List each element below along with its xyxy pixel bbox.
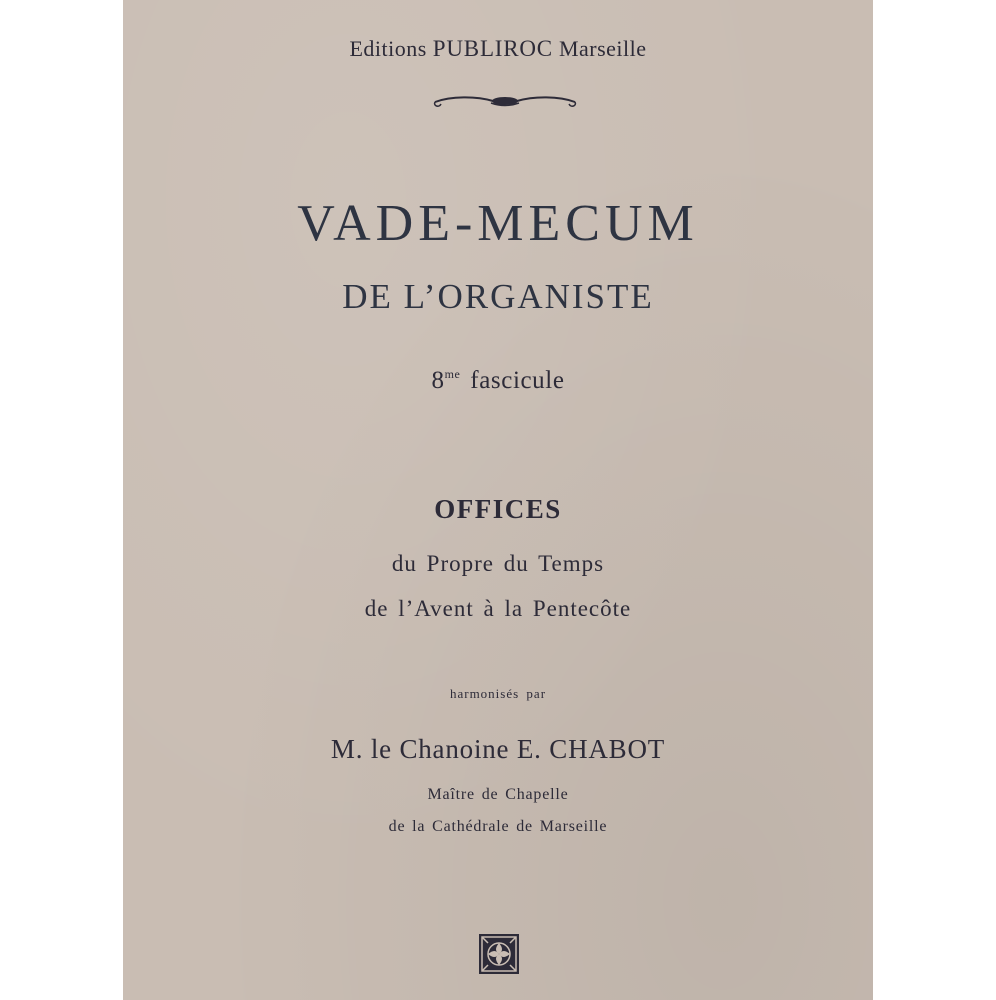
author-role-line-1: Maître de Chapelle	[427, 786, 569, 803]
credit-by: harmonisés par	[449, 686, 547, 701]
publisher-city: Marseille	[558, 36, 647, 61]
contents-heading: OFFICES	[434, 494, 562, 524]
title-page	[123, 0, 873, 1000]
author-name: M. le Chanoine E. CHABOT	[330, 734, 666, 764]
publisher-prefix: Editions	[349, 36, 427, 61]
contents-line-2: de l’Avent à la Pentecôte	[364, 596, 632, 621]
fascicule-line	[123, 367, 873, 395]
ornamental-rule-icon	[431, 92, 579, 112]
contents-line-1: du Propre du Temps	[391, 551, 605, 576]
title-main: VADE-MECUM	[297, 195, 699, 252]
fascicule-label: fascicule	[470, 367, 565, 394]
publisher-name: PUBLIROC	[432, 36, 553, 61]
fascicule-suffix: me	[444, 367, 461, 381]
publisher-line	[123, 36, 873, 62]
title-sub: DE L’ORGANISTE	[342, 277, 654, 316]
author-role-line-2: de la Cathédrale de Marseille	[388, 818, 608, 835]
publisher-emblem-icon	[478, 933, 520, 975]
fascicule-number: 8	[431, 367, 445, 394]
